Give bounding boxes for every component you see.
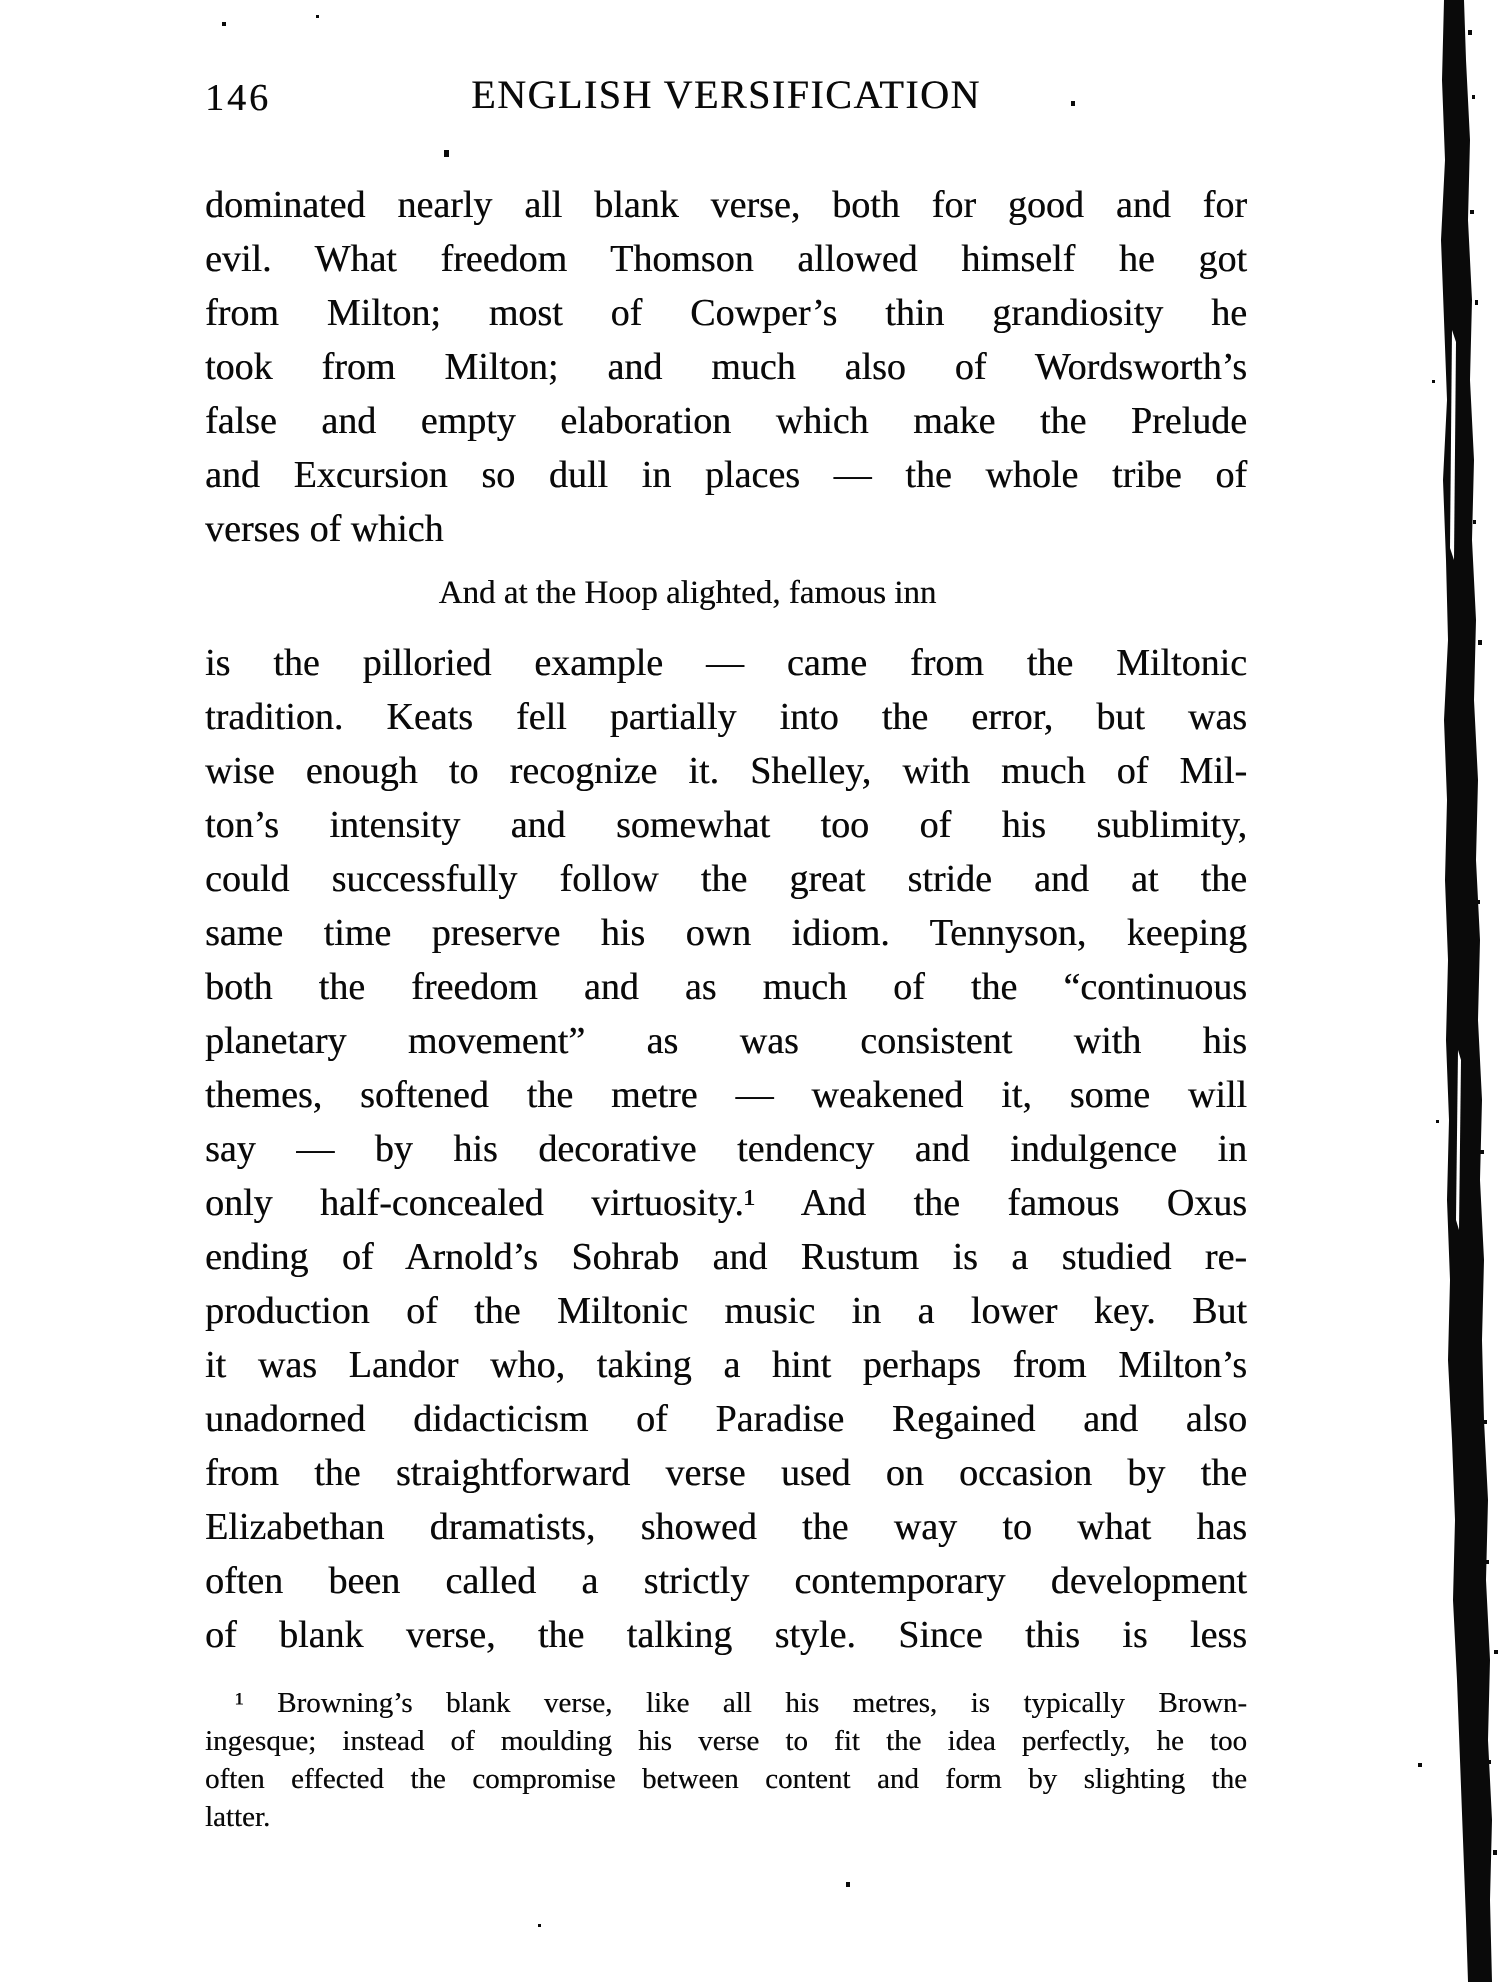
text-line: both the freedom and as much of the “continuous — [205, 966, 1247, 1008]
text-line: ending of Arnold’s Sohrab and Rustum is a studied re- — [205, 1236, 1247, 1278]
running-title: ENGLISH VERSIFICATION — [471, 72, 981, 117]
text-line: evil. What freedom Thomson allowed himself he got — [205, 238, 1247, 280]
text-line: from the straightforward verse used on occasion by the — [205, 1452, 1247, 1494]
text-line: unadorned didacticism of Paradise Regained and also — [205, 1398, 1247, 1440]
text-line: could successfully follow the great stride and at the — [205, 858, 1247, 900]
text-line: only half-concealed virtuosity.¹ And the famous Oxus — [205, 1182, 1247, 1224]
text-line: Elizabethan dramatists, showed the way to what has — [205, 1506, 1247, 1548]
text-line: it was Landor who, taking a hint perhaps from Milton’s — [205, 1344, 1247, 1386]
text-line: production of the Miltonic music in a lower key. But — [205, 1290, 1247, 1332]
text-line: often been called a strictly contemporary development — [205, 1560, 1247, 1602]
text-line: wise enough to recognize it. Shelley, with much of Mil- — [205, 750, 1247, 792]
text-line: planetary movement” as was consistent with his — [205, 1020, 1247, 1062]
text-line: of blank verse, the talking style. Since this is less — [205, 1614, 1247, 1656]
text-line: from Milton; most of Cowper’s thin grandiosity he — [205, 292, 1247, 334]
body-paragraph-2 — [205, 636, 1247, 1662]
footnote — [205, 1684, 1247, 1836]
text-line: dominated nearly all blank verse, both for good and for — [205, 184, 1247, 226]
body-paragraph-1 — [205, 178, 1247, 556]
verse-quote: And at the Hoop alighted, famous inn — [438, 575, 937, 611]
text-line: same time preserve his own idiom. Tennyson, keeping — [205, 912, 1247, 954]
footnote-line: latter. — [205, 1801, 271, 1833]
text-line: say — by his decorative tendency and indulgence in — [205, 1128, 1247, 1170]
page-number: 146 — [205, 77, 271, 119]
text-line: tradition. Keats fell partially into the error, but was — [205, 696, 1247, 738]
page-header — [205, 70, 1247, 120]
text-line: is the pilloried example — came from the Miltonic — [205, 642, 1247, 684]
text-line: ton’s intensity and somewhat too of his sublimity, — [205, 804, 1247, 846]
footnote-line: ¹ Browning’s blank verse, like all his metres, is typically Brown- — [235, 1687, 1247, 1719]
footnote-line: often effected the compromise between content and form by slighting the — [205, 1763, 1247, 1795]
text-line: false and empty elaboration which make the Prelude — [205, 400, 1247, 442]
footnote-line: ingesque; instead of moulding his verse to fit the idea perfectly, he too — [205, 1725, 1247, 1757]
text-line: themes, softened the metre — weakened it, some will — [205, 1074, 1247, 1116]
text-line: verses of which — [205, 508, 444, 550]
text-line: took from Milton; and much also of Wordsworth’s — [205, 346, 1247, 388]
text-line: and Excursion so dull in places — the whole tribe of — [205, 454, 1247, 496]
band-speckles — [1418, 30, 1498, 1934]
